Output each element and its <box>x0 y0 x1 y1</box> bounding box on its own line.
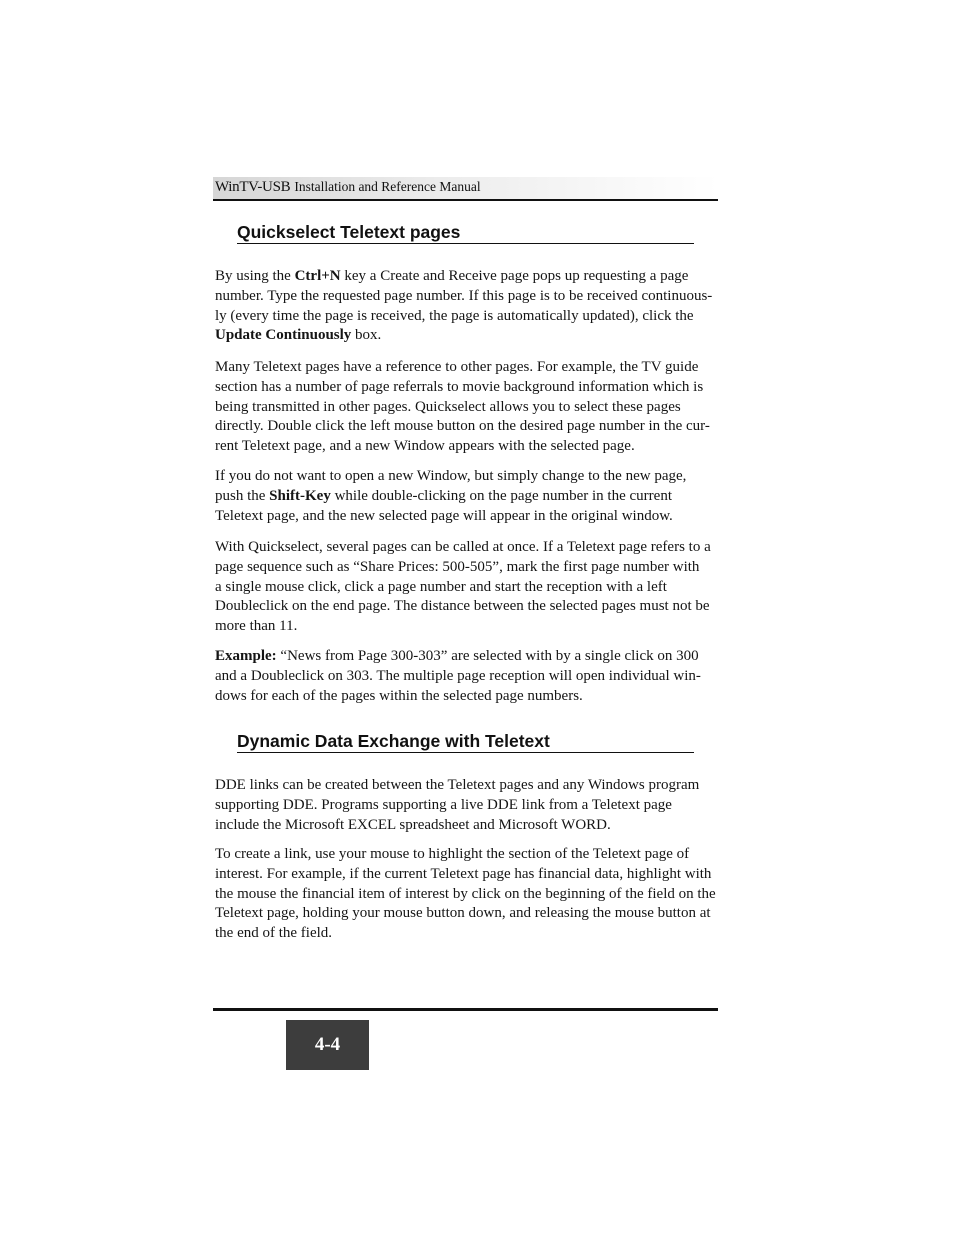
text-line: directly. Double click the left mouse button on the desired page number in the cur- <box>215 418 710 435</box>
page-number: 4-4 <box>286 1020 369 1070</box>
text-line: Teletext page, holding your mouse button down, and releasing the mouse button at <box>215 905 711 922</box>
header-brand: WinTV-USB <box>215 179 291 195</box>
text-line: interest. For example, if the current Teletext page has financial data, highlight with <box>215 865 712 882</box>
paragraph-dde-links <box>215 776 717 835</box>
key-ctrl-n: Ctrl+N <box>294 268 341 284</box>
text-line: Many Teletext pages have a reference to other pages. For example, the TV guide <box>215 359 699 375</box>
text-line: more than 11. <box>215 618 298 635</box>
example-label: Example: <box>215 648 277 664</box>
text-line: a single mouse click, click a page number and start the reception with a left <box>215 578 667 595</box>
text-line: include the Microsoft EXCEL spreadsheet and Microsoft WORD. <box>215 816 611 833</box>
paragraph-create-link <box>215 845 717 944</box>
running-header <box>213 177 718 201</box>
paragraph-example <box>215 647 717 706</box>
section-heading-dde: Dynamic Data Exchange with Teletext <box>237 731 694 753</box>
text-line: By using the Ctrl+N key a Create and Receive page pops up requesting a page <box>215 268 689 284</box>
paragraph-page-references <box>215 358 717 457</box>
text-line: supporting DDE. Programs supporting a live DDE link from a Teletext page <box>215 796 672 813</box>
text-line: and a Doubleclick on 303. The multiple page reception will open individual win- <box>215 667 701 684</box>
update-continuously-label: Update Continuously <box>215 327 352 344</box>
key-shift: Shift-Key <box>269 487 331 504</box>
text-line: ly (every time the page is received, the page is automatically updated), click the <box>215 307 694 324</box>
text-line: dows for each of the pages within the selected page numbers. <box>215 687 583 704</box>
text-line: section has a number of page referrals to movie background information which is <box>215 378 704 395</box>
text-line: rent Teletext page, and a new Window appears with the selected page. <box>215 438 635 455</box>
text-line: the mouse the financial item of interest by click on the beginning of the field on the <box>215 885 716 902</box>
text-line: To create a link, use your mouse to highlight the section of the Teletext page of <box>215 846 690 862</box>
text-line: the end of the field. <box>215 925 333 942</box>
text-line: With Quickselect, several pages can be called at once. If a Teletext page refers to a <box>215 539 711 555</box>
text-line: Example: “News from Page 300-303” are selected with by a single click on 300 <box>215 648 699 664</box>
text-line: If you do not want to open a new Window, but simply change to the new page, <box>215 468 687 484</box>
paragraph-multiple-pages <box>215 538 717 637</box>
text-line: push the Shift-Key while double-clicking on the page number in the current <box>215 487 672 504</box>
text-line: Update Continuously box. <box>215 327 382 344</box>
text-line: Doubleclick on the end page. The distance between the selected pages must not be <box>215 598 710 615</box>
section-heading-quickselect: Quickselect Teletext pages <box>237 222 694 244</box>
text-line: page sequence such as “Share Prices: 500-505”, mark the first page number with <box>215 558 700 575</box>
header-text <box>215 179 481 196</box>
header-title: Installation and Reference Manual <box>294 179 481 194</box>
text-line: being transmitted in other pages. Quickselect allows you to select these pages <box>215 398 681 415</box>
text-line: DDE links can be created between the Teletext pages and any Windows program <box>215 777 700 793</box>
text-line: number. Type the requested page number. If this page is to be received continuous- <box>215 287 713 304</box>
footer-rule <box>213 1008 718 1011</box>
text-line: Teletext page, and the new selected page will appear in the original window. <box>215 507 673 524</box>
paragraph-shift-key <box>215 467 717 526</box>
paragraph-ctrl-n <box>215 267 717 346</box>
